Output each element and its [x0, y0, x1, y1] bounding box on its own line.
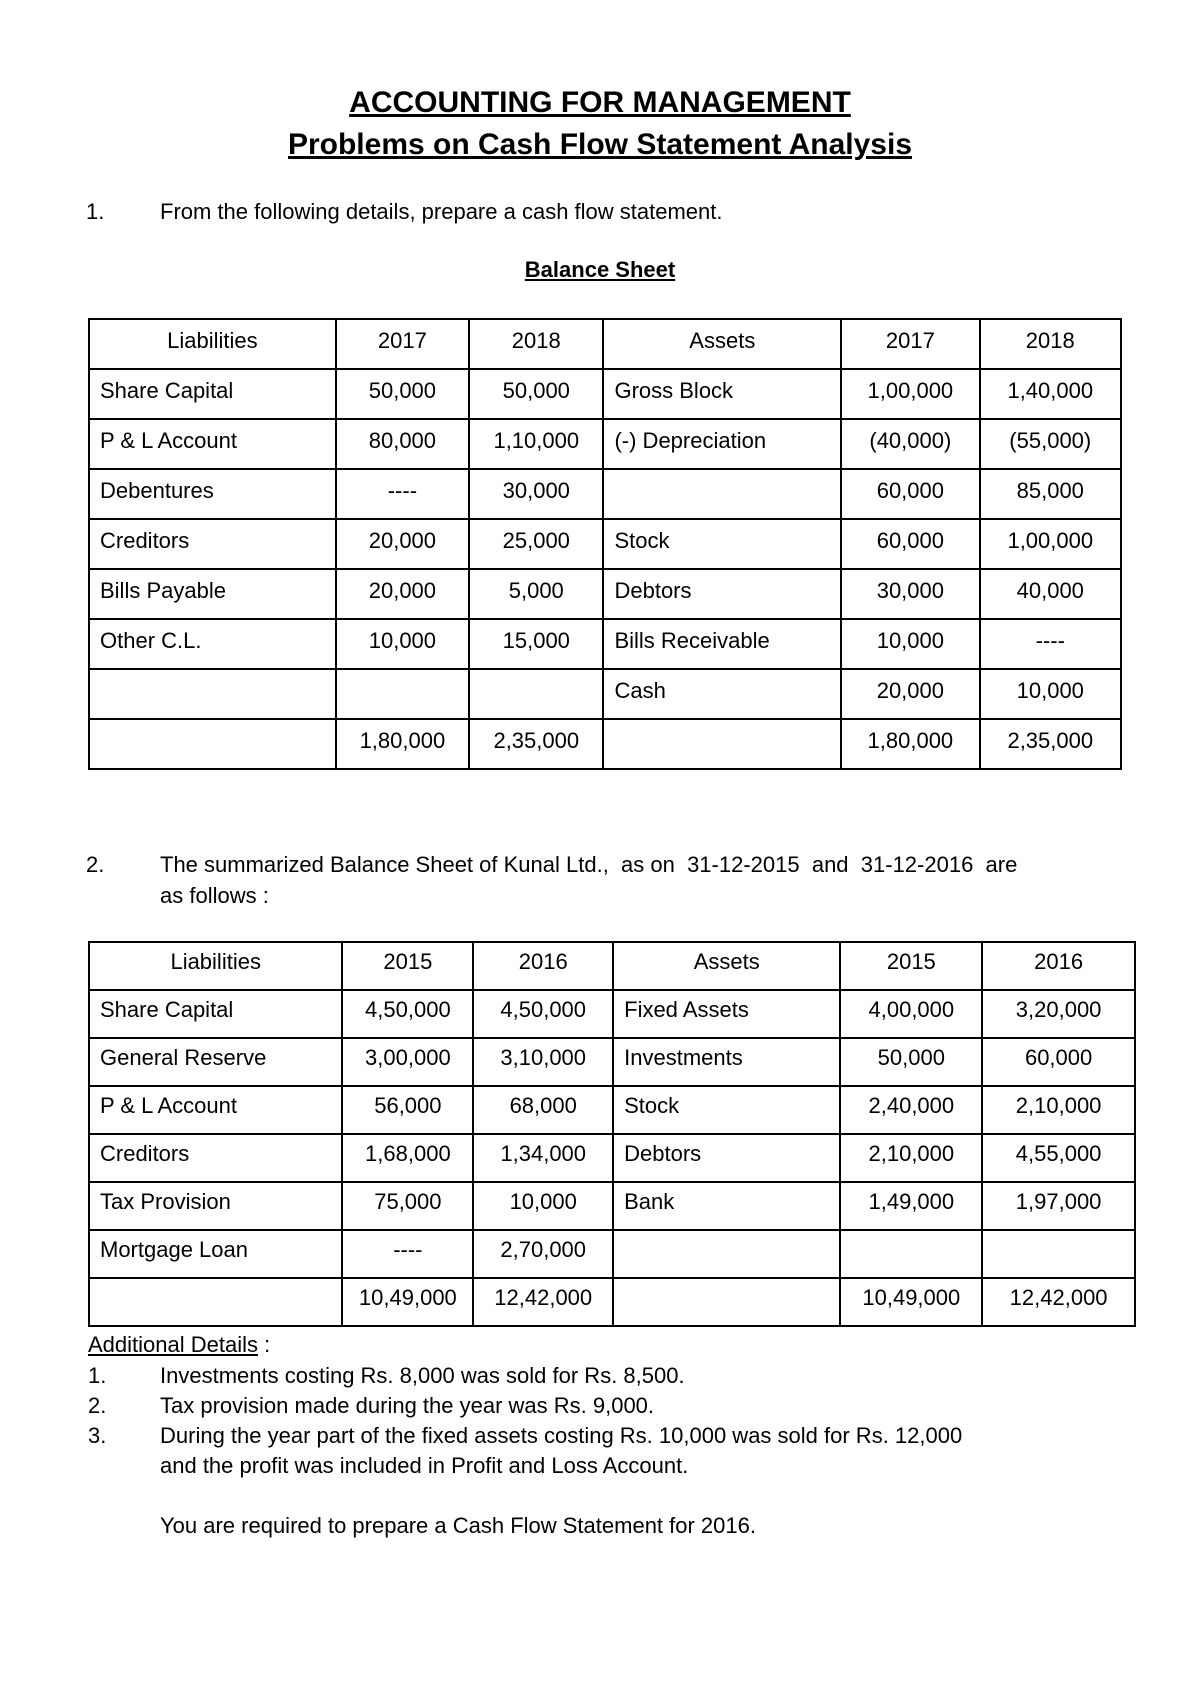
table-value-cell: 85,000 [980, 469, 1121, 519]
table-label-cell: Tax Provision [89, 1182, 342, 1230]
table-row [89, 1134, 1135, 1182]
table-row [89, 469, 1121, 519]
question-2-number: 2. [86, 852, 105, 877]
column-header: Assets [603, 319, 841, 369]
table-label-cell: Creditors [89, 1134, 342, 1182]
table-row [89, 419, 1121, 469]
table-label-cell: General Reserve [89, 1038, 342, 1086]
question-1-number: 1. [86, 199, 105, 224]
table-row [89, 669, 1121, 719]
column-header: Liabilities [89, 942, 342, 990]
balance-sheet-heading: Balance Sheet [524, 257, 676, 282]
column-header: Assets [613, 942, 840, 990]
detail-1-text: Investments costing Rs. 8,000 was sold for Rs. 8,500. [160, 1363, 685, 1388]
table-value-cell: 10,000 [980, 669, 1121, 719]
question-1-text: From the following details, prepare a cash flow statement. [160, 199, 723, 224]
table-value-cell: 4,50,000 [473, 990, 613, 1038]
additional-details-label: Additional Details [88, 1332, 258, 1357]
table-label-cell [89, 669, 336, 719]
balance-sheet-table-1 [88, 318, 1122, 770]
table-value-cell: 40,000 [980, 569, 1121, 619]
table-row [89, 1086, 1135, 1134]
table-label-cell: Gross Block [603, 369, 841, 419]
table-row [89, 369, 1121, 419]
table-value-cell: 60,000 [841, 519, 979, 569]
table-label-cell [89, 719, 336, 769]
detail-3-number: 3. [88, 1423, 107, 1448]
table-label-cell [613, 1230, 840, 1278]
table-label-cell [613, 1278, 840, 1326]
table-label-cell: Debentures [89, 469, 336, 519]
table-row [89, 1182, 1135, 1230]
table-label-cell: Stock [603, 519, 841, 569]
table-value-cell: 56,000 [342, 1086, 473, 1134]
table-value-cell: 20,000 [841, 669, 979, 719]
table-row [89, 1230, 1135, 1278]
table-label-cell: Fixed Assets [613, 990, 840, 1038]
table-value-cell [469, 669, 603, 719]
requirement-text: You are required to prepare a Cash Flow Statement for 2016. [160, 1513, 756, 1538]
table-label-cell: Bills Receivable [603, 619, 841, 669]
table-label-cell: P & L Account [89, 419, 336, 469]
table-label-cell [603, 719, 841, 769]
table-value-cell: (40,000) [841, 419, 979, 469]
balance-sheet-table-2 [88, 941, 1136, 1327]
table-value-cell: 68,000 [473, 1086, 613, 1134]
detail-2-number: 2. [88, 1393, 107, 1418]
detail-3-text: During the year part of the fixed assets costing Rs. 10,000 was sold for Rs. 12,000 [160, 1423, 963, 1448]
table-header-row [89, 942, 1135, 990]
table-value-cell: ---- [980, 619, 1121, 669]
table-value-cell: 1,34,000 [473, 1134, 613, 1182]
table-value-cell: 1,68,000 [342, 1134, 473, 1182]
table-label-cell: Other C.L. [89, 619, 336, 669]
page-subtitle: Problems on Cash Flow Statement Analysis [287, 128, 913, 161]
table-label-cell: Debtors [603, 569, 841, 619]
question-2-text-line-2: as follows : [160, 883, 269, 908]
table-value-cell: 2,35,000 [980, 719, 1121, 769]
table-value-cell: 10,49,000 [342, 1278, 473, 1326]
table-value-cell: 1,00,000 [841, 369, 979, 419]
detail-2-text: Tax provision made during the year was Rs. 9,000. [160, 1393, 655, 1418]
table-row [89, 619, 1121, 669]
table-value-cell: 1,10,000 [469, 419, 603, 469]
table-header-row [89, 319, 1121, 369]
table-value-cell: 1,80,000 [841, 719, 979, 769]
column-header: 2017 [336, 319, 469, 369]
table-label-cell: Share Capital [89, 369, 336, 419]
additional-details-colon: : [257, 1332, 271, 1357]
table-label-cell: Mortgage Loan [89, 1230, 342, 1278]
table-value-cell: 1,80,000 [336, 719, 469, 769]
table-value-cell: ---- [336, 469, 469, 519]
question-2-text-line-1: The summarized Balance Sheet of Kunal Ltd., as on 31-12-2015 and 31-12-2016 are [160, 852, 1018, 877]
table-value-cell: 75,000 [342, 1182, 473, 1230]
table-value-cell: 10,000 [841, 619, 979, 669]
additional-details-heading [88, 1330, 270, 1360]
table-row [89, 1038, 1135, 1086]
table-value-cell: 30,000 [841, 569, 979, 619]
column-header: Liabilities [89, 319, 336, 369]
table-label-cell: Investments [613, 1038, 840, 1086]
table-value-cell [336, 669, 469, 719]
table-value-cell: 25,000 [469, 519, 603, 569]
table-label-cell [89, 1278, 342, 1326]
table-value-cell: 1,49,000 [840, 1182, 982, 1230]
table-value-cell: 2,40,000 [840, 1086, 982, 1134]
table-value-cell: 1,97,000 [982, 1182, 1135, 1230]
table-value-cell: 3,20,000 [982, 990, 1135, 1038]
table-label-cell: Creditors [89, 519, 336, 569]
table-row [89, 719, 1121, 769]
table-value-cell: 30,000 [469, 469, 603, 519]
table-value-cell: 50,000 [336, 369, 469, 419]
table-value-cell: 3,00,000 [342, 1038, 473, 1086]
table-row [89, 990, 1135, 1038]
table-value-cell: 4,00,000 [840, 990, 982, 1038]
table-value-cell: 4,55,000 [982, 1134, 1135, 1182]
table-value-cell: 60,000 [982, 1038, 1135, 1086]
detail-1-number: 1. [88, 1363, 107, 1388]
table-value-cell: 2,10,000 [982, 1086, 1135, 1134]
table-value-cell: 2,35,000 [469, 719, 603, 769]
table-label-cell: Bank [613, 1182, 840, 1230]
table-label-cell: Bills Payable [89, 569, 336, 619]
table-value-cell: 10,49,000 [840, 1278, 982, 1326]
table-value-cell: 3,10,000 [473, 1038, 613, 1086]
table-value-cell: 50,000 [840, 1038, 982, 1086]
table-label-cell: P & L Account [89, 1086, 342, 1134]
table-row [89, 519, 1121, 569]
table-value-cell [982, 1230, 1135, 1278]
table-value-cell: 1,00,000 [980, 519, 1121, 569]
column-header: 2018 [469, 319, 603, 369]
table-value-cell: 12,42,000 [473, 1278, 613, 1326]
table-value-cell: 5,000 [469, 569, 603, 619]
column-header: 2016 [982, 942, 1135, 990]
table-value-cell: 50,000 [469, 369, 603, 419]
column-header: 2018 [980, 319, 1121, 369]
table-value-cell: 80,000 [336, 419, 469, 469]
table-row [89, 569, 1121, 619]
column-header: 2015 [840, 942, 982, 990]
table-value-cell: 1,40,000 [980, 369, 1121, 419]
table-value-cell: 4,50,000 [342, 990, 473, 1038]
table-value-cell: 2,10,000 [840, 1134, 982, 1182]
table-value-cell: 15,000 [469, 619, 603, 669]
table-value-cell: 10,000 [473, 1182, 613, 1230]
table-value-cell: 12,42,000 [982, 1278, 1135, 1326]
table-value-cell: 60,000 [841, 469, 979, 519]
column-header: 2017 [841, 319, 979, 369]
table-value-cell: 20,000 [336, 519, 469, 569]
table-label-cell: (-) Depreciation [603, 419, 841, 469]
table-label-cell: Debtors [613, 1134, 840, 1182]
table-label-cell [603, 469, 841, 519]
table-value-cell: (55,000) [980, 419, 1121, 469]
table-value-cell: 10,000 [336, 619, 469, 669]
table-label-cell: Share Capital [89, 990, 342, 1038]
table-value-cell: 2,70,000 [473, 1230, 613, 1278]
column-header: 2016 [473, 942, 613, 990]
column-header: 2015 [342, 942, 473, 990]
table-value-cell: ---- [342, 1230, 473, 1278]
table-value-cell: 20,000 [336, 569, 469, 619]
table-label-cell: Stock [613, 1086, 840, 1134]
detail-3-text-line-2: and the profit was included in Profit and Loss Account. [160, 1453, 689, 1478]
page-title: ACCOUNTING FOR MANAGEMENT [349, 86, 851, 119]
table-row [89, 1278, 1135, 1326]
table-value-cell [840, 1230, 982, 1278]
table-label-cell: Cash [603, 669, 841, 719]
